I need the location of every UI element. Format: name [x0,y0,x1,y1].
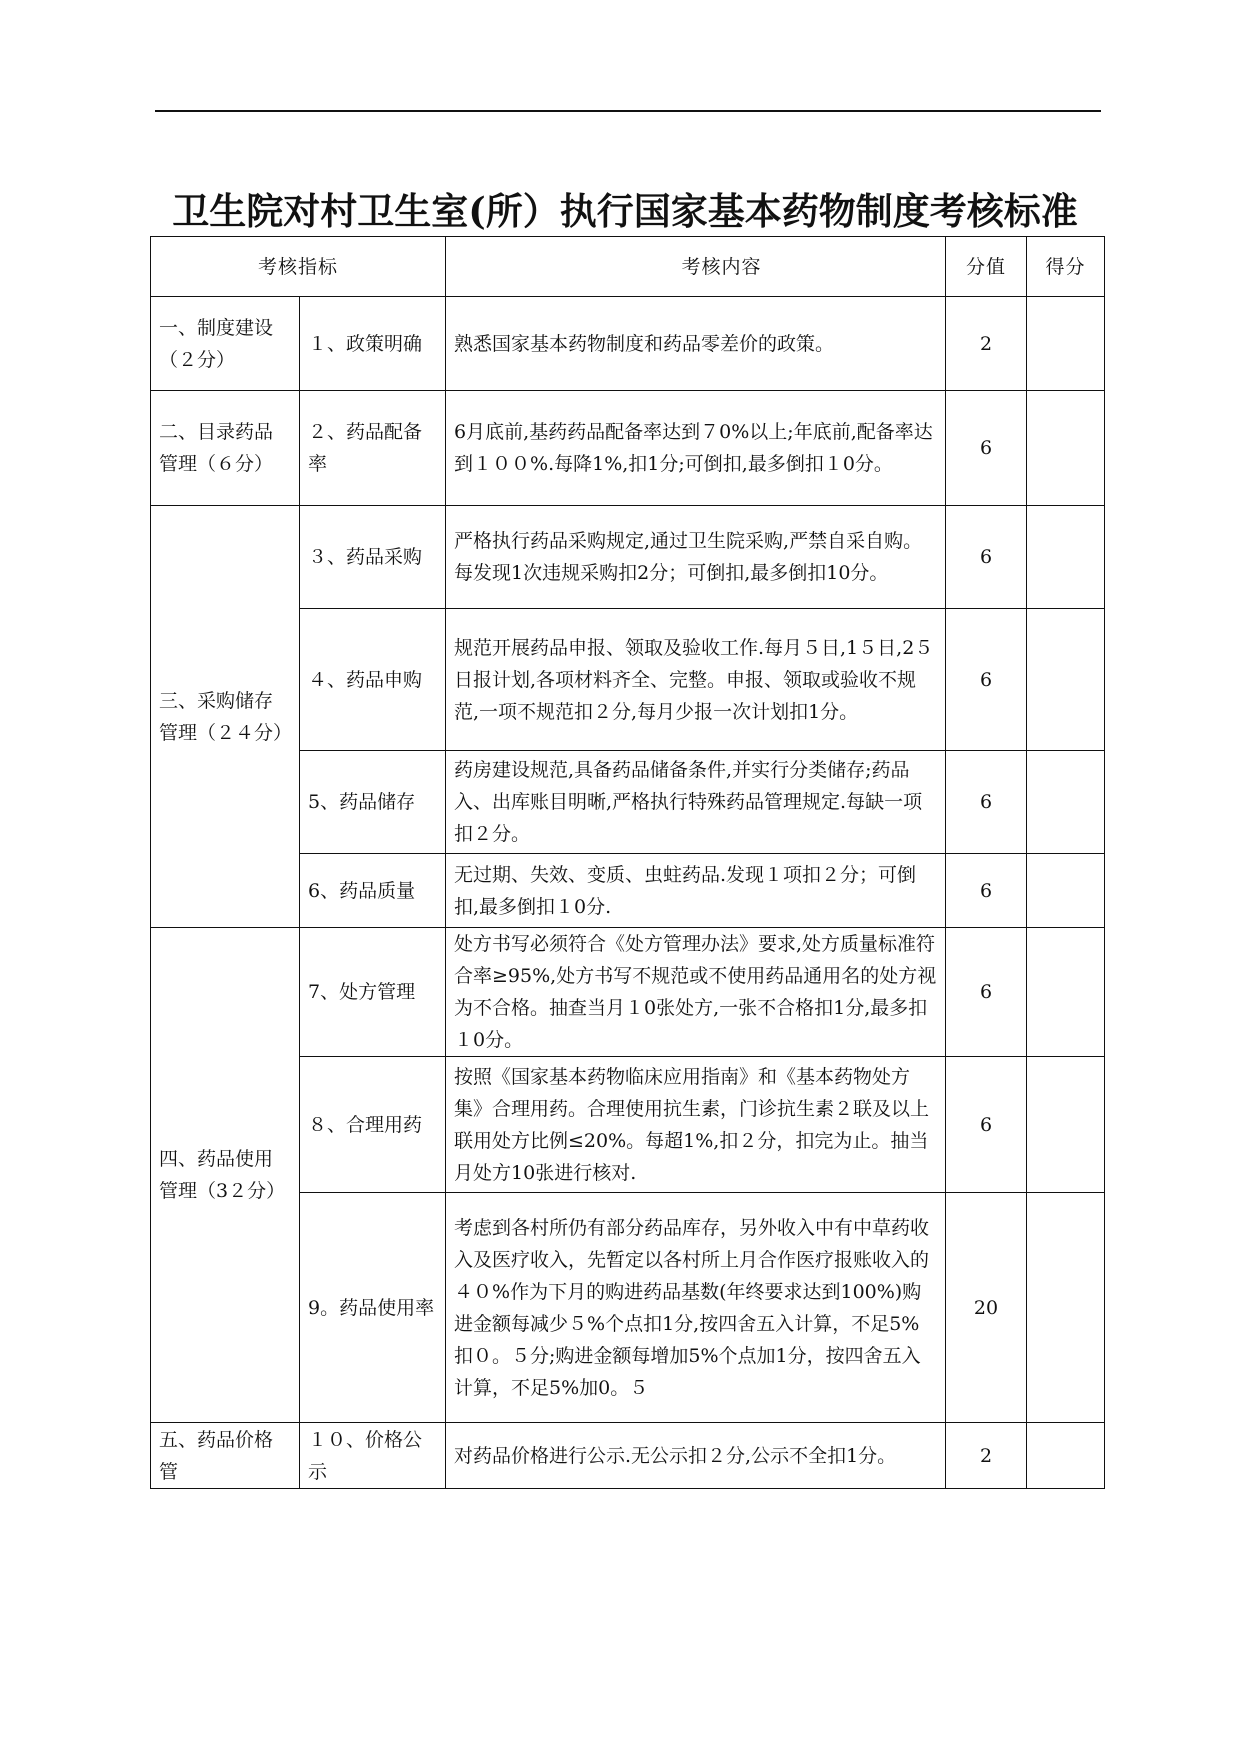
table-row [151,506,1105,609]
header-score: 分值 [946,237,1027,297]
category-cell: 四、药品使用管理（3２分） [151,928,300,1423]
page-title: 卫生院对村卫生室(所）执行国家基本药物制度考核标准 [172,189,1078,233]
item-cell: 7、处方管理 [300,928,446,1057]
obtained-cell[interactable] [1027,391,1105,506]
content-cell: 对药品价格进行公示.无公示扣２分,公示不全扣1分。 [446,1423,946,1489]
obtained-cell[interactable] [1027,928,1105,1057]
obtained-cell[interactable] [1027,1057,1105,1193]
content-cell: 处方书写必须符合《处方管理办法》要求,处方质量标准符合率≥95%,处方书写不规范或不使用药品通用名的处方视为不合格。抽查当月１0张处方,一张不合格扣1分,最多扣１0分。 [446,928,946,1057]
obtained-cell[interactable] [1027,609,1105,751]
obtained-cell[interactable] [1027,506,1105,609]
item-cell: １、政策明确 [300,297,446,391]
score-cell: 6 [946,854,1027,928]
table-row [151,1423,1105,1489]
table-row [151,928,1105,1057]
header-content: 考核内容 [446,237,946,297]
content-cell: 考虑到各村所仍有部分药品库存，另外收入中有中草药收入及医疗收入，先暂定以各村所上月合作医疗报账收入的４０%作为下月的购进药品基数(年终要求达到100%)购进金额每减少５%个点扣1分,按四舍五入计算，不足5%扣０。５分;购进金额每增加5%个点加1分，按四舍五入计算，不足5%加0。５ [446,1193,946,1423]
content-cell: 按照《国家基本药物临床应用指南》和《基本药物处方集》合理用药。合理使用抗生素，门诊抗生素２联及以上联用处方比例≤20%。每超1%,扣２分，扣完为止。抽当月处方10张进行核对. [446,1057,946,1193]
score-cell: 6 [946,928,1027,1057]
score-cell: 6 [946,1057,1027,1193]
score-cell: 6 [946,751,1027,854]
category-cell: 三、采购储存管理（２４分） [151,506,300,928]
item-cell: ３、药品采购 [300,506,446,609]
score-cell: 6 [946,391,1027,506]
category-cell: 一、制度建设（２分） [151,297,300,391]
content-cell: 熟悉国家基本药物制度和药品零差价的政策。 [446,297,946,391]
category-cell: 二、目录药品管理（６分） [151,391,300,506]
item-cell: 5、药品储存 [300,751,446,854]
obtained-cell[interactable] [1027,751,1105,854]
content-cell: 规范开展药品申报、领取及验收工作.每月５日,1５日,2５日报计划,各项材料齐全、完整。申报、领取或验收不规范,一项不规范扣２分,每月少报一次计划扣1分。 [446,609,946,751]
table-row [151,297,1105,391]
score-cell: 2 [946,297,1027,391]
table-header-row [151,237,1105,297]
score-cell: 6 [946,506,1027,609]
item-cell: ８、合理用药 [300,1057,446,1193]
assessment-table [150,236,1105,1489]
item-cell: ４、药品申购 [300,609,446,751]
score-cell: 2 [946,1423,1027,1489]
obtained-cell[interactable] [1027,854,1105,928]
obtained-cell[interactable] [1027,1423,1105,1489]
header-indicator: 考核指标 [151,237,446,297]
top-rule [155,110,1101,112]
content-cell: 严格执行药品采购规定,通过卫生院采购,严禁自采自购。每发现1次违规采购扣2分；可倒扣,最多倒扣10分。 [446,506,946,609]
header-obtained: 得分 [1027,237,1105,297]
item-cell: 9。药品使用率 [300,1193,446,1423]
content-cell: 6月底前,基药药品配备率达到７0%以上;年底前,配备率达到１００%.每降1%,扣1分;可倒扣,最多倒扣１0分。 [446,391,946,506]
score-cell: 20 [946,1193,1027,1423]
score-cell: 6 [946,609,1027,751]
obtained-cell[interactable] [1027,297,1105,391]
item-cell: ２、药品配备率 [300,391,446,506]
obtained-cell[interactable] [1027,1193,1105,1423]
content-cell: 药房建设规范,具备药品储备条件,并实行分类储存;药品入、出库账目明晰,严格执行特殊药品管理规定.每缺一项扣２分。 [446,751,946,854]
category-cell: 五、药品价格管 [151,1423,300,1489]
table-row [151,391,1105,506]
item-cell: １０、价格公示 [300,1423,446,1489]
item-cell: 6、药品质量 [300,854,446,928]
content-cell: 无过期、失效、变质、虫蛀药品.发现１项扣２分；可倒扣,最多倒扣１0分. [446,854,946,928]
